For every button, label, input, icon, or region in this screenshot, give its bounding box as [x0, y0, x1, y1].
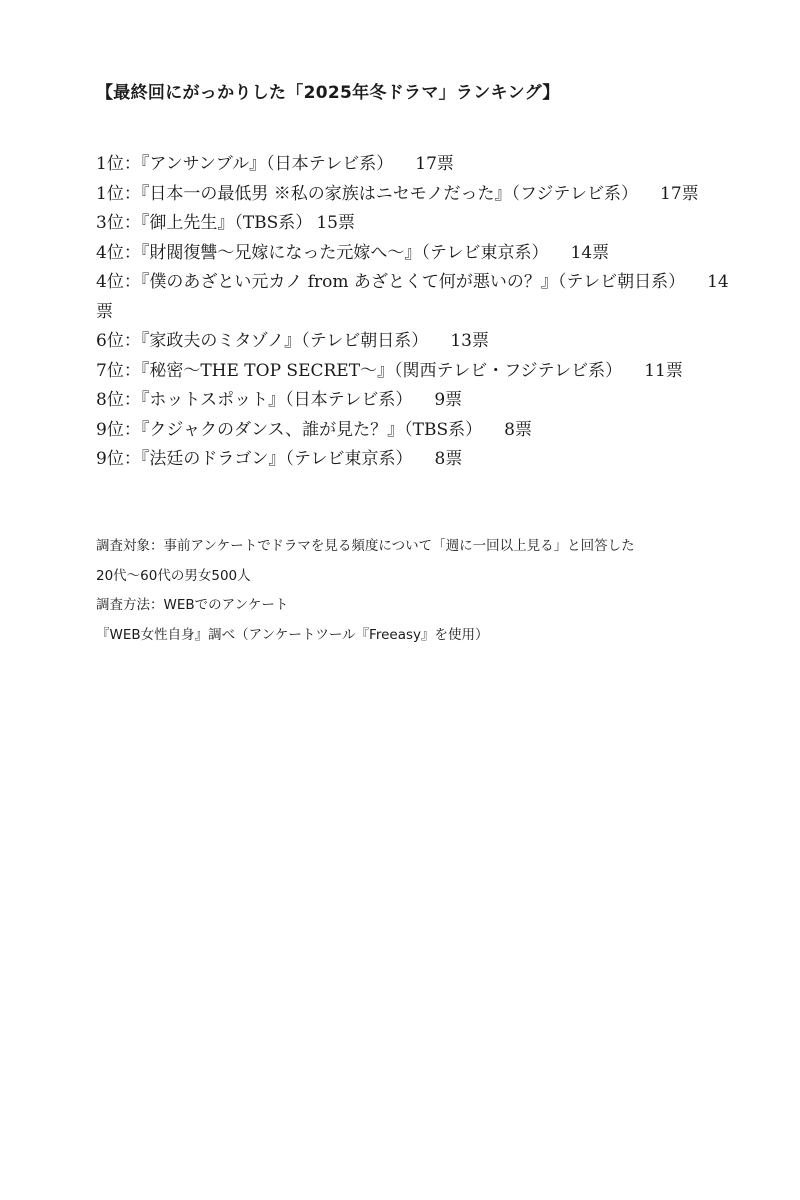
vote-count: 14票 — [96, 272, 729, 322]
ranking-item — [96, 386, 736, 416]
vote-count: 17票 — [660, 183, 699, 204]
survey-method-note: 調査方法：WEBでのアンケート — [96, 597, 289, 613]
drama-entry: 『アンサンブル』（日本テレビ系） — [140, 154, 394, 174]
rank-label: 9位： — [96, 449, 141, 469]
vote-count: 17票 — [415, 154, 454, 174]
drama-entry: 『日本一の最低男 ※私の家族はニセモノだった』（フジテレビ系） — [140, 183, 639, 204]
page-title: 【最終回にがっかりした「2025年冬ドラマ」ランキング】 — [96, 83, 560, 103]
vote-count: 11票 — [644, 360, 683, 381]
ranking-item — [96, 180, 736, 210]
ranking-item — [96, 357, 736, 387]
drama-entry: 『家政夫のミタゾノ』（テレビ朝日系） — [140, 331, 429, 351]
rank-label: 4位： — [96, 242, 141, 263]
ranking-item — [96, 268, 736, 327]
rank-label: 4位： — [96, 272, 141, 292]
rank-label: 1位： — [96, 183, 141, 204]
rank-label: 1位： — [96, 154, 141, 174]
drama-entry: 『クジャクのダンス、誰が見た？』（TBS系） — [140, 419, 483, 440]
survey-target-note: 調査対象：事前アンケートでドラマを見る頻度について「週に一回以上見る」と回答した — [96, 538, 635, 554]
ranking-list — [96, 150, 736, 475]
vote-count: 13票 — [450, 331, 489, 351]
rank-label: 6位： — [96, 331, 141, 351]
ranking-item — [96, 445, 736, 475]
drama-entry: 『法廷のドラゴン』（テレビ東京系） — [140, 449, 413, 469]
vote-count: 14票 — [570, 242, 610, 263]
drama-entry: 『財閥復讐〜兄嫁になった元嫁へ〜』（テレビ東京系） — [140, 242, 549, 263]
ranking-item — [96, 150, 736, 180]
drama-entry: 『秘密〜THE TOP SECRET〜』（関西テレビ・フジテレビ系） — [140, 360, 623, 381]
drama-entry: 『ホットスポット』（日本テレビ系） — [140, 390, 413, 410]
rank-label: 9位： — [96, 419, 141, 440]
vote-count: 8票 — [504, 419, 532, 440]
ranking-item — [96, 416, 736, 446]
vote-count: 15票 — [316, 213, 355, 233]
ranking-item — [96, 239, 736, 269]
survey-respondents-note: 20代〜60代の男女500人 — [96, 567, 251, 584]
vote-count: 9票 — [434, 390, 463, 410]
survey-notes — [96, 532, 736, 650]
ranking-item — [96, 327, 736, 357]
ranking-item — [96, 209, 736, 239]
rank-label: 3位： — [96, 213, 141, 233]
rank-label: 8位： — [96, 390, 141, 410]
rank-label: 7位： — [96, 360, 141, 381]
drama-entry: 『御上先生』（TBS系） — [140, 213, 313, 233]
vote-count: 8票 — [434, 449, 463, 469]
drama-entry: 『僕のあざとい元カノ from あざとくて何が悪いの？』（テレビ朝日系） — [140, 272, 686, 292]
survey-source-note: 『WEB女性自身』調べ（アンケートツール『Freeasy』を使用） — [96, 626, 489, 643]
